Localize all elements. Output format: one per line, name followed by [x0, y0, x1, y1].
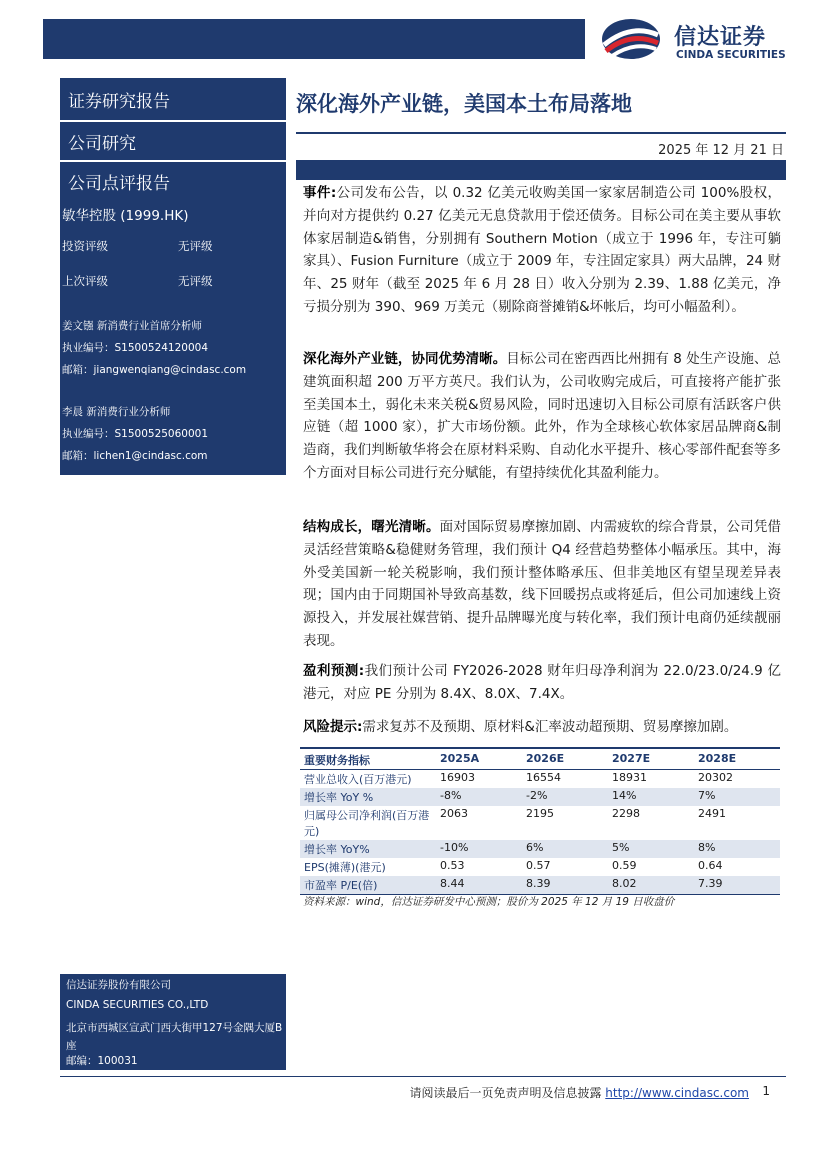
- paragraph-lead: 事件:: [303, 185, 337, 201]
- report-type-label: 证券研究报告: [60, 78, 286, 120]
- firm-chinese-name: 信达证券股份有限公司: [66, 979, 171, 991]
- table-header-cell: 2025A: [436, 748, 522, 770]
- subcategory-label: 公司点评报告: [60, 162, 286, 200]
- table-cell: -10%: [436, 840, 522, 858]
- paragraph-text: 目标公司在密西西比州拥有 8 处生产设施、总建筑面积超 200 万平方英尺。我们认为，公司收购完成后，可直接将产能扩张至美国本土，弱化未来关税&贸易风险，同时迅速切入目标公司原有活跃客户供应链（超 1000 家），扩大市场份额。此外，作为全球核心软体家居品牌商&制造商，我们判断敏华将会在原材料采购、自动化水平提升、核心零部件配套等多个方面对目标公司进行充分赋能，有望持续优化其盈利能力。: [303, 351, 782, 481]
- prev-rating-label: 上次评级: [62, 274, 108, 288]
- table-header-row: [300, 748, 780, 770]
- paragraph-lead: 深化海外产业链，协同优势清晰。: [303, 351, 507, 367]
- company-name: 敏华控股 (1999.HK): [62, 208, 189, 224]
- prev-rating-value: 无评级: [178, 274, 213, 288]
- analyst-email[interactable]: 邮箱：jiangwenqiang@cindasc.com: [62, 364, 247, 376]
- investment-rating: [62, 238, 213, 254]
- firm-info-panel: [60, 974, 286, 1070]
- paragraph-lead: 风险提示:: [303, 719, 363, 735]
- paragraph-text: 公司发布公告，以 0.32 亿美元收购美国一家家居制造公司 100%股权，并向对方提供约 0.27 亿美元无息贷款用于偿还债务。目标公司在美主要从事软体家居制造&销售，分别拥有 Southern Motion（成立于 1996 年，专注可躺家具）、Fusion Furniture（成立于 2009 年，专注固定家具）两大品牌，24 财年、25 财年（截至 2025 年 6 月 28 日）收入分别为 2.39、1.88 亿美元，净亏损分别为 390、969 万美元（剔除商誉摊销&坏帐后，均可小幅盈利）。: [303, 185, 781, 315]
- table-cell: 8.44: [436, 876, 522, 895]
- table-cell: EPS(摊薄)(港元): [304, 861, 386, 874]
- rating-value: 无评级: [178, 239, 213, 253]
- firm-english-name: CINDA SECURITIES CO.,LTD: [66, 999, 209, 1011]
- table-cell: 8.02: [608, 876, 694, 895]
- table-cell: -2%: [522, 788, 608, 806]
- table-cell: 16554: [526, 771, 561, 784]
- table-cell: 18931: [612, 771, 647, 784]
- table-cell: 8%: [694, 840, 780, 858]
- report-title: 深化海外产业链，美国本土布局落地: [296, 92, 632, 116]
- table-header-cell: 2027E: [608, 748, 694, 770]
- financial-metrics-table: [300, 747, 780, 895]
- report-date: 2025 年 12 月 21 日: [658, 143, 784, 158]
- page-number: 1: [762, 1084, 770, 1098]
- table-cell: 6%: [522, 840, 608, 858]
- table-header-cell: 2026E: [522, 748, 608, 770]
- table-cell: 5%: [608, 840, 694, 858]
- table-row: [300, 788, 780, 806]
- table-header-cell: 2028E: [694, 748, 780, 770]
- table-cell: 市盈率 P/E(倍): [300, 876, 436, 895]
- firm-postcode: 邮编：100031: [66, 1055, 138, 1067]
- table-cell: 0.59: [612, 859, 637, 872]
- forecast-paragraph: [303, 660, 781, 706]
- title-divider: [296, 132, 786, 134]
- supply-chain-paragraph: [303, 348, 781, 485]
- cinda-logo: [600, 17, 800, 63]
- rating-label: 投资评级: [62, 239, 108, 253]
- analyst-name: 姜文镪 新消费行业首席分析师: [62, 320, 202, 332]
- table-cell: 2491: [698, 807, 726, 820]
- paragraph-lead: 结构成长，曙光清晰。: [303, 519, 440, 535]
- date-band: [296, 160, 786, 180]
- table-cell: 增长率 YoY%: [300, 840, 436, 858]
- table-cell: 8.39: [522, 876, 608, 895]
- footer-disclaimer: [409, 1084, 749, 1101]
- table-cell: 2063: [440, 807, 468, 820]
- cinda-globe-icon: [600, 17, 662, 61]
- paragraph-text: 需求复苏不及预期、原材料&汇率波动超预期、贸易摩擦加剧。: [362, 719, 738, 735]
- analyst-license: 执业编号：S1500525060001: [62, 428, 209, 440]
- event-paragraph: [303, 182, 781, 319]
- table-cell: 0.57: [526, 859, 551, 872]
- analyst-name: 李晨 新消费行业分析师: [62, 406, 171, 418]
- footer-divider: [60, 1076, 786, 1077]
- table-cell: 2298: [612, 807, 640, 820]
- table-cell: 7%: [694, 788, 780, 806]
- table-cell: -8%: [436, 788, 522, 806]
- growth-paragraph: [303, 516, 781, 653]
- table-cell: 2195: [526, 807, 554, 820]
- website-link[interactable]: http://www.cindasc.com: [605, 1086, 749, 1100]
- table-row: [300, 806, 780, 840]
- table-cell: 0.53: [440, 859, 465, 872]
- table-cell: 营业总收入(百万港元): [304, 773, 412, 786]
- disclaimer-text: 请阅读最后一页免责声明及信息披露: [409, 1086, 602, 1100]
- rating-panel: [60, 200, 286, 315]
- paragraph-text: 我们预计公司 FY2026-2028 财年归母净利润为 22.0/23.0/24.9 亿港元，对应 PE 分别为 8.4X、8.0X、7.4X。: [303, 663, 781, 702]
- analyst-email[interactable]: 邮箱：lichen1@cindasc.com: [62, 450, 208, 462]
- header-banner: [43, 19, 585, 59]
- firm-address: 北京市西城区宣武门西大街甲127号金隅大厦B座: [66, 1022, 283, 1052]
- table-header-cell: 重要财务指标: [300, 748, 436, 770]
- analyst-license: 执业编号：S1500524120004: [62, 342, 209, 354]
- table-cell: 0.64: [698, 859, 723, 872]
- table-source-note: 资料来源：wind，信达证券研发中心预测；股价为 2025 年 12 月 19 日收盘价: [303, 896, 675, 908]
- table-cell: 增长率 YoY %: [300, 788, 436, 806]
- table-cell: 20302: [698, 771, 733, 784]
- paragraph-lead: 盈利预测:: [303, 663, 365, 679]
- table-row: [300, 858, 780, 876]
- paragraph-text: 面对国际贸易摩擦加剧、内需疲软的综合背景，公司凭借灵活经营策略&稳健财务管理，我们预计 Q4 经营趋势整体小幅承压。其中，海外受美国新一轮关税影响，我们预计整体略承压、但非美地区有望呈现差异表现；国内由于同期国补导致高基数，线下回暖拐点或将延后，但公司加速线上资源投入，并发展社媒营销、提升品牌曝光度与转化率，我们预计电商仍延续靓丽表现。: [303, 519, 782, 649]
- analyst-panel: [60, 315, 286, 475]
- table-row: [300, 876, 780, 895]
- table-row: [300, 770, 780, 789]
- table-cell: 14%: [608, 788, 694, 806]
- table-row: [300, 840, 780, 858]
- table-cell: 16903: [440, 771, 475, 784]
- risk-paragraph: [303, 716, 781, 739]
- logo-chinese-name: 信达证券: [674, 25, 767, 50]
- previous-rating: [62, 273, 213, 289]
- table-cell: 7.39: [694, 876, 780, 895]
- logo-english-name: CINDA SECURITIES: [676, 49, 786, 61]
- category-label: 公司研究: [60, 122, 286, 160]
- table-cell: 归属母公司净利润(百万港元): [304, 809, 430, 838]
